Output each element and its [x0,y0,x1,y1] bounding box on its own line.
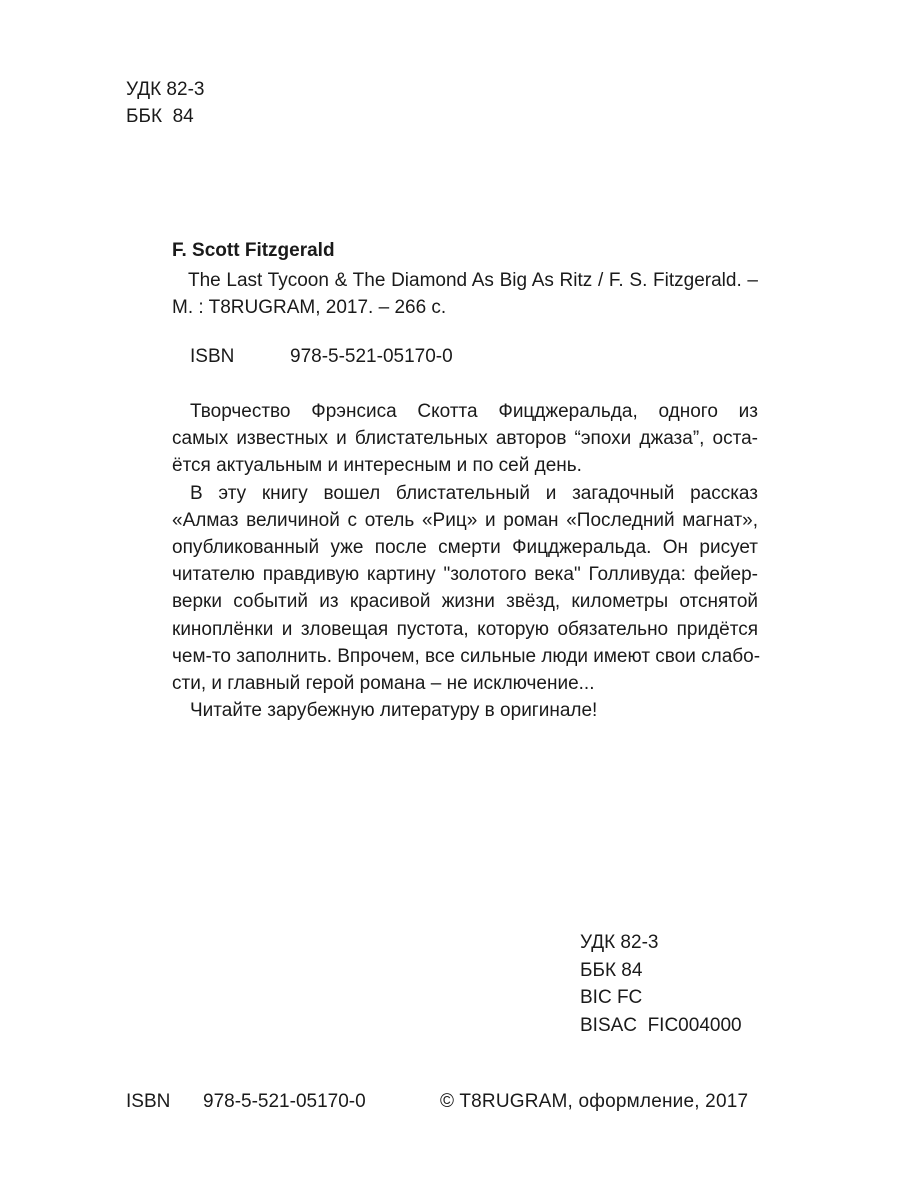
annotation [172,398,761,724]
publication-line: M. : T8RUGRAM, 2017. – 266 c. [172,297,447,318]
udk-code: УДК 82-3 [580,932,659,953]
annotation-line: В эту книгу вошел блистательный и загадочный рассказ [190,482,758,504]
annotation-line: Творчество Фрэнсиса Скотта Фицджеральда, одного из [190,401,758,422]
bic-code: BIC FC [580,987,643,1008]
isbn-number: 978-5-521-05170-0 [290,346,453,367]
annotation-line: чем-то заполнить. Впрочем, все сильные люди имеют свои слабо- [172,645,761,667]
annotation-line: опубликованный уже после смерти Фицджеральда. Он рисует [172,537,758,559]
copyright-notice: © T8RUGRAM, оформление, 2017 [440,1091,749,1112]
annotation-line: «Алмаз величиной с отель «Риц» и роман «Последний магнат», [172,509,758,531]
author-name: F. Scott Fitzgerald [172,240,335,261]
classification-bottom [580,929,742,1039]
udk-code: УДК 82-3 [126,79,205,100]
footer-isbn-label: ISBN [126,1091,171,1112]
bbk-code: ББК 84 [580,959,643,981]
annotation-line: читателю правдивую картину "золотого века" Голливуда: фейер- [172,564,758,586]
bisac-code: BISAC FIC004000 [580,1014,742,1036]
annotation-line: сти, и главный герой романа – не исключение... [172,673,595,695]
book-title-line: The Last Tycoon & The Diamond As Big As Ritz / F. S. Fitzgerald. – [188,270,758,291]
bbk-code: ББК 84 [126,106,194,127]
annotation-line: Читайте зарубежную литературу в оригинале! [190,700,598,722]
annotation-line: самых известных и блистательных авторов “эпохи джаза”, оста- [172,428,758,450]
classification-top [126,76,204,130]
footer-isbn-number: 978-5-521-05170-0 [203,1091,366,1112]
annotation-line: ётся актуальным и интересным и по сей день. [172,455,582,477]
annotation-line: киноплёнки и зловещая пустота, которую обязательно придётся [172,618,758,640]
isbn-label: ISBN [190,346,235,367]
annotation-line: верки событий из красивой жизни звёзд, километры отснятой [172,591,758,613]
footer-isbn [126,1088,366,1115]
isbn-block [190,343,453,370]
